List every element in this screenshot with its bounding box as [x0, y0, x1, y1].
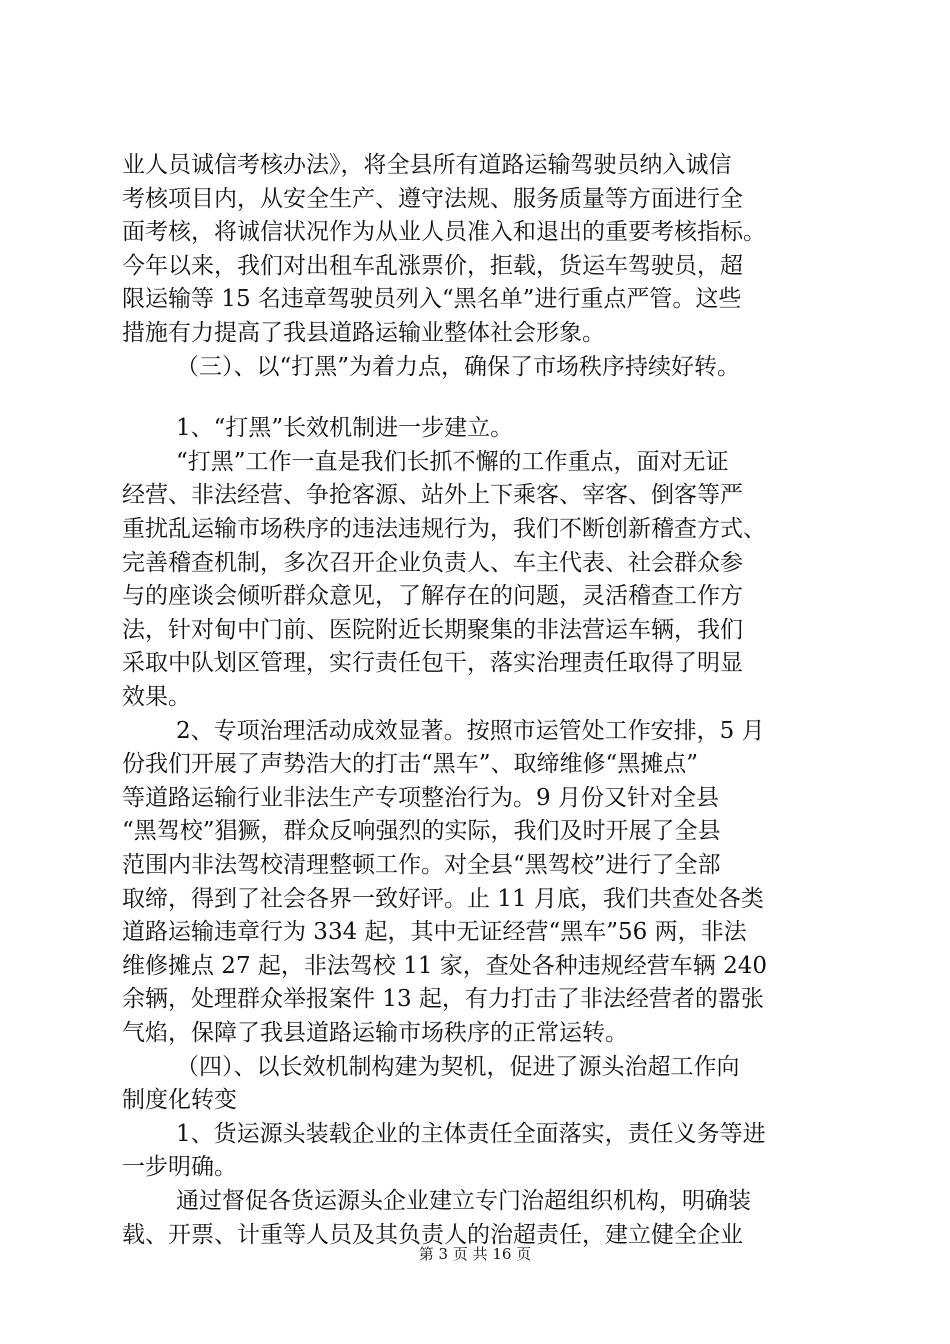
body-line: 考核项目内，从安全生产、遵守法规、服务质量等方面进行全 [122, 186, 743, 212]
body-line: 效果。 [122, 684, 191, 710]
body-line: 载、开票、计重等人员及其负责人的治超责任，建立健全企业 [122, 1222, 743, 1248]
body-line: 法，针对甸中门前、医院附近长期聚集的非法营运车辆，我们 [122, 617, 743, 643]
body-line: 面考核，将诚信状况作为从业人员准入和退出的重要考核指标。 [122, 219, 766, 245]
body-line: 取缔，得到了社会各界一致好评。止 11 月底，我们共查处各类 [122, 886, 764, 912]
body-line: 通过督促各货运源头企业建立专门治超组织机构，明确装 [176, 1188, 751, 1214]
section-heading: （四）、以长效机制构建为契机，促进了源头治超工作向 [176, 1054, 740, 1080]
body-line: 一步明确。 [122, 1154, 237, 1180]
body-line: 维修摊点 27 起，非法驾校 11 家，查处各种违规经营车辆 240 [122, 953, 767, 979]
body-line: 气焰，保障了我县道路运输市场秩序的正常运转。 [122, 1020, 628, 1046]
body-line: 余辆，处理群众举报案件 13 起，有力打击了非法经营者的嚣张 [122, 986, 764, 1012]
body-line: 今年以来，我们对出租车乱涨票价，拒载，货运车驾驶员，超 [122, 253, 743, 279]
body-line: 重扰乱运输市场秩序的违法违规行为，我们不断创新稽查方式、 [122, 516, 766, 542]
body-line: 采取中队划区管理，实行责任包干，落实治理责任取得了明显 [122, 650, 743, 676]
body-line: 业人员诚信考核办法》，将全县所有道路运输驾驶员纳入诚信 [122, 152, 732, 178]
body-line: 1、货运源头装载企业的主体责任全面落实，责任义务等进 [176, 1121, 766, 1147]
body-line: 份我们开展了声势浩大的打击“黑车”、取缔维修“黑摊点” [122, 751, 699, 777]
page-footer: 第 3 页 共 16 页 [418, 1245, 532, 1263]
body-line: 完善稽查机制，多次召开企业负责人、车主代表、社会群众参 [122, 550, 743, 576]
body-line: 2、专项治理活动成效显著。按照市运管处工作安排，5 月 [176, 718, 765, 744]
body-line: 限运输等 15 名违章驾驶员列入“黑名单”进行重点严管。这些 [122, 286, 742, 312]
body-line: 与的座谈会倾听群众意见，了解存在的问题，灵活稽查工作方 [122, 583, 743, 609]
body-line: 等道路运输行业非法生产专项整治行为。9 月份又针对全县 [122, 785, 719, 811]
subsection-heading: 1、“打黑”长效机制进一步建立。 [176, 415, 514, 441]
body-line: 道路运输违章行为 334 起，其中无证经营“黑车”56 两，非法 [122, 919, 747, 945]
body-line: 范围内非法驾校清理整顿工作。对全县“黑驾校”进行了全部 [122, 852, 721, 878]
section-heading: 制度化转变 [122, 1087, 237, 1113]
body-line: 经营、非法经营、争抢客源、站外上下乘客、宰客、倒客等严 [122, 482, 743, 508]
body-line: “黑驾校”猖獗，群众反响强烈的实际，我们及时开展了全县 [122, 818, 721, 844]
body-line: 措施有力提高了我县道路运输业整体社会形象。 [122, 320, 605, 346]
body-line: “打黑”工作一直是我们长抓不懈的工作重点，面对无证 [176, 449, 729, 475]
section-heading: （三）、以“打黑”为着力点，确保了市场秩序持续好转。 [176, 354, 741, 380]
